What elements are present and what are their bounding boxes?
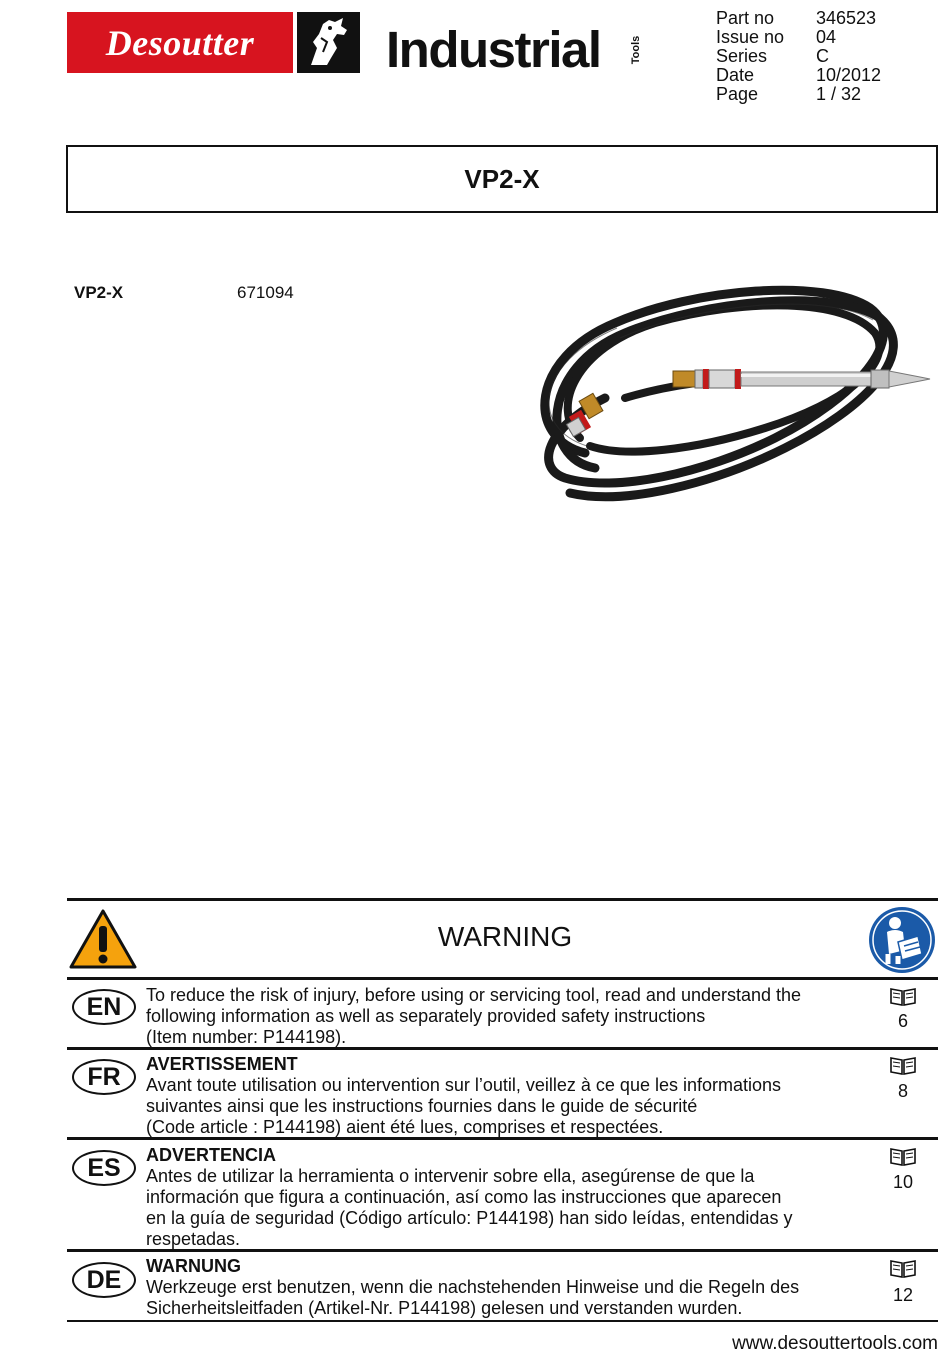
language-badge: EN — [72, 989, 136, 1025]
warning-triangle-icon — [69, 908, 137, 970]
website-link[interactable]: www.desouttertools.com — [732, 1333, 938, 1354]
page-reference: 12 — [892, 1285, 914, 1305]
book-icon — [890, 1147, 916, 1167]
language-text — [146, 1145, 846, 1250]
tools-logo-text: Tools — [630, 35, 642, 65]
text-line: following information as well as separately provided safety instructions — [146, 1006, 706, 1026]
language-row-en — [67, 977, 938, 1049]
language-heading: ADVERTENCIA — [146, 1145, 277, 1165]
book-icon — [890, 987, 916, 1007]
model-code: 671094 — [237, 283, 294, 302]
text-line: Werkzeuge erst benutzen, wenn die nachstehenden Hinweise und die Regeln des — [146, 1277, 800, 1297]
meta-label: Issue no — [716, 27, 785, 47]
language-text — [146, 1054, 846, 1138]
meta-row-page — [716, 85, 881, 104]
meta-label: Part no — [716, 8, 775, 28]
brand-name: Desoutter — [105, 23, 255, 63]
language-row-fr — [67, 1047, 938, 1139]
language-badge: ES — [72, 1150, 136, 1186]
language-heading: AVERTISSEMENT — [146, 1054, 298, 1074]
text-line: To reduce the risk of injury, before using or servicing tool, read and understand the — [146, 985, 802, 1005]
meta-label: Series — [716, 46, 768, 66]
meta-row-date — [716, 66, 881, 85]
language-badge: DE — [72, 1262, 136, 1298]
text-line: Avant toute utilisation ou intervention sur l’outil, veillez à ce que les informations — [146, 1075, 782, 1095]
warning-bottom-rule — [67, 1320, 938, 1322]
language-row-de — [67, 1249, 938, 1320]
read-manual-icon — [868, 906, 936, 974]
page-reference: 8 — [897, 1081, 908, 1101]
text-line: en la guía de seguridad (Código artículo: P144198) han sido leídas, entendidas y — [146, 1208, 793, 1228]
book-icon — [890, 1259, 916, 1279]
product-image — [525, 278, 940, 522]
industrial-logo-text: Industrial — [386, 21, 601, 78]
page-reference: 6 — [897, 1011, 908, 1031]
meta-row-series — [716, 47, 881, 66]
desoutter-logo — [67, 12, 293, 73]
language-badge: FR — [72, 1059, 136, 1095]
warning-top-rule — [67, 898, 938, 901]
title-box — [66, 145, 938, 213]
document-meta — [716, 9, 881, 104]
meta-value: 04 — [816, 27, 837, 47]
horse-emblem-icon — [297, 12, 360, 73]
text-line: información que figura a continuación, así como las instrucciones que aparecen — [146, 1187, 782, 1207]
text-line: (Code article : P144198) aient été lues, comprises et respectées. — [146, 1117, 664, 1137]
page-title: VP2-X — [464, 164, 540, 194]
text-line: Sicherheitsleitfaden (Artikel-Nr. P144198) gelesen und verstanden wurden. — [146, 1298, 743, 1318]
language-text — [146, 1256, 846, 1319]
text-line: suivantes ainsi que les instructions fournies dans le guide de sécurité — [146, 1096, 698, 1116]
meta-label: Page — [716, 84, 759, 104]
meta-row-issue-no — [716, 28, 881, 47]
book-icon — [890, 1056, 916, 1076]
language-heading: WARNUNG — [146, 1256, 241, 1276]
meta-value: 10/2012 — [816, 65, 882, 85]
text-line: Antes de utilizar la herramienta o intervenir sobre ella, asegúrense de que la — [146, 1166, 755, 1186]
language-row-es — [67, 1137, 938, 1250]
page-reference: 10 — [892, 1172, 914, 1192]
language-text — [146, 985, 846, 1048]
model-name: VP2-X — [74, 283, 124, 302]
text-line: (Item number: P144198). — [146, 1027, 347, 1047]
meta-value: C — [816, 46, 829, 66]
meta-value: 346523 — [816, 8, 877, 28]
meta-value: 1 / 32 — [816, 84, 862, 104]
text-line: respetadas. — [146, 1229, 241, 1249]
warning-title: WARNING — [437, 921, 573, 952]
meta-label: Date — [716, 65, 755, 85]
meta-row-part-no — [716, 9, 881, 28]
